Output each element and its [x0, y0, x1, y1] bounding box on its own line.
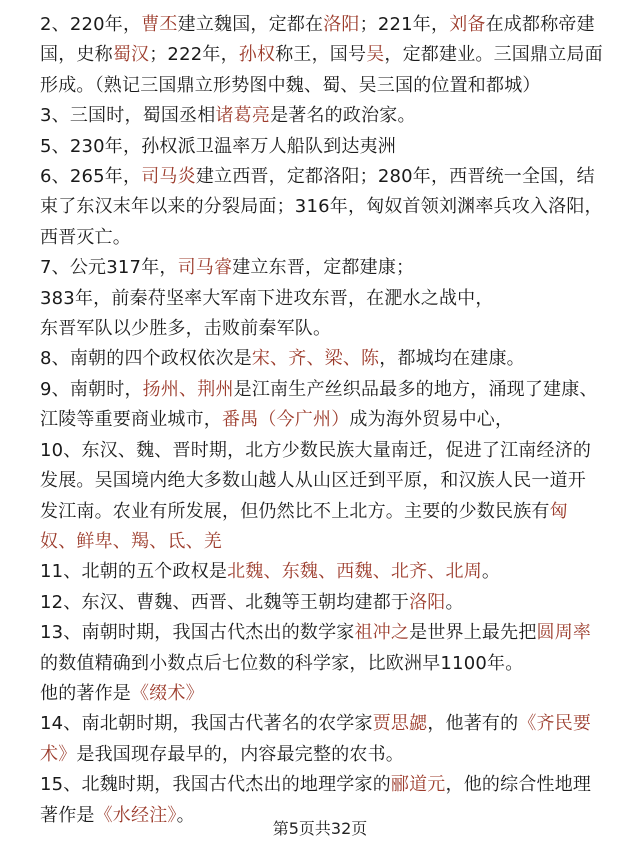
highlighted-term: 《齐民要 [518, 713, 592, 735]
text-segment: 。 [445, 591, 464, 613]
text-line [40, 192, 604, 222]
text-segment: 江陵等重要商业城市， [40, 409, 222, 431]
text-segment: ，他著有的 [427, 713, 519, 735]
text-segment: 他的著作是 [40, 682, 131, 704]
text-segment: 是江南生产丝织品最多的地方，涌现了建康、 [233, 378, 598, 400]
page-footer: 第5页共32页 [272, 819, 368, 838]
text-line [40, 162, 604, 192]
highlighted-term: 蜀汉 [112, 44, 150, 66]
text-line [40, 740, 604, 770]
highlighted-term: 《缀术》 [131, 682, 204, 704]
highlighted-term: 司马睿 [177, 257, 233, 279]
text-line [40, 709, 604, 739]
text-line [40, 466, 604, 496]
text-segment: ，都城均在建康。 [379, 348, 525, 370]
text-line [40, 405, 604, 435]
text-segment: 东晋军队以少胜多，击败前秦军队。 [40, 318, 332, 340]
highlighted-term: 祖冲之 [354, 622, 410, 644]
text-segment: 2、220年， [40, 14, 142, 35]
document-body [40, 10, 604, 831]
text-segment: 是世界上最先把 [409, 622, 537, 644]
highlighted-term: 宋、齐、梁、陈 [251, 348, 380, 370]
text-segment: 的数值精确到小数点后七位数的科学家，比欧洲早1100年。 [40, 652, 524, 674]
text-line [40, 618, 604, 648]
text-segment: 12、东汉、曹魏、西晋、北魏等王朝均建都于 [40, 591, 410, 613]
text-line [40, 223, 604, 253]
text-segment: 建立西晋，定都洛阳；280年，西晋统一全国，结 [195, 166, 595, 188]
text-line [40, 497, 604, 527]
text-segment: 15、北魏时期，我国古代杰出的地理学家的 [40, 774, 391, 796]
text-line [40, 101, 604, 131]
text-segment: ；221年， [359, 14, 450, 35]
text-segment: 11、北朝的五个政权是 [40, 561, 228, 583]
text-segment: 383年，前秦苻坚率大军南下进攻东晋，在淝水之战中， [40, 287, 494, 309]
text-line [40, 10, 604, 40]
text-line [40, 284, 604, 314]
text-line [40, 40, 604, 70]
highlighted-term: 孙权 [238, 44, 276, 66]
text-line [40, 436, 604, 466]
text-segment: 束了东汉末年以来的分裂局面；316年，匈奴首领刘渊率兵攻入洛阳， [40, 196, 603, 218]
text-line [40, 557, 604, 587]
text-segment: 建立魏国，定都在 [177, 14, 324, 35]
text-line [40, 588, 604, 618]
text-segment: 。 [176, 804, 195, 826]
text-segment: ；222年， [149, 44, 239, 66]
text-segment: 14、南北朝时期，我国古代著名的农学家 [40, 713, 373, 735]
text-segment: 著作是 [40, 804, 95, 826]
text-segment: 西晋灭亡。 [40, 226, 131, 248]
text-segment: 3、三国时，蜀国丞相 [40, 105, 216, 127]
highlighted-term: 北魏、东魏、西魏、北齐、北周 [227, 561, 482, 583]
highlighted-term: 匈 [549, 500, 568, 522]
highlighted-term: 洛阳 [323, 14, 360, 35]
highlighted-term: 诸葛亮 [215, 105, 271, 127]
text-segment: 发江南。农业有所发展，但仍然比不上北方。主要的少数民族有 [40, 500, 550, 522]
text-segment: 在成都称帝建 [485, 14, 595, 35]
text-line [40, 132, 604, 162]
text-line [40, 314, 604, 344]
text-line [40, 770, 604, 800]
highlighted-term: 吴 [366, 44, 385, 66]
text-segment: 5、230年，孙权派卫温率万人船队到达夷洲 [40, 135, 397, 157]
text-segment: 称王，国号 [275, 44, 367, 66]
text-segment: 是我国现存最早的，内容最完整的农书。 [76, 743, 405, 765]
text-segment: 7、公元317年， [40, 257, 178, 279]
text-segment: 。 [481, 561, 501, 583]
text-segment: 是著名的政治家。 [270, 105, 416, 127]
text-line [40, 71, 604, 101]
text-segment: 6、265年， [40, 166, 142, 188]
text-segment: 发展。吴国境内绝大多数山越人从山区迁到平原，和汉族人民一道开 [40, 470, 586, 492]
highlighted-term: 圆周率 [536, 622, 592, 644]
text-segment: 形成。（熟记三国鼎立形势图中魏、蜀、吴三国的位置和都城） [40, 74, 541, 96]
text-segment: ，定都建业。三国鼎立局面 [384, 44, 603, 66]
text-line [40, 679, 604, 709]
text-segment: 9、南朝时， [40, 378, 143, 400]
highlighted-term: 洛阳 [409, 591, 446, 613]
text-line [40, 527, 604, 557]
text-line [40, 649, 604, 679]
text-segment: 成为海外贸易中心， [349, 409, 514, 431]
text-segment: 8、南朝的四个政权依次是 [40, 348, 252, 370]
highlighted-term: 《水经注》 [94, 804, 177, 826]
highlighted-term: 番禺（今广州） [222, 409, 350, 431]
text-segment: 10、东汉、魏、晋时期，北方少数民族大量南迁，促进了江南经济的 [40, 439, 592, 461]
text-segment: 国，史称 [40, 44, 113, 66]
text-segment: 建立东晋，定都建康； [232, 257, 415, 279]
text-line [40, 253, 604, 283]
highlighted-term: 术》 [40, 743, 77, 765]
highlighted-term: 曹丕 [141, 14, 178, 35]
highlighted-term: 贾思勰 [372, 713, 428, 735]
text-line [40, 344, 604, 374]
highlighted-term: 刘备 [449, 14, 486, 35]
text-line [40, 375, 604, 405]
highlighted-term: 扬州、荆州 [142, 378, 234, 400]
text-segment: ，他的综合性地理 [445, 774, 592, 796]
highlighted-term: 司马炎 [141, 166, 196, 188]
text-segment: 13、南朝时期，我国古代杰出的数学家 [40, 622, 355, 644]
highlighted-term: 郦道元 [390, 774, 446, 796]
highlighted-term: 奴、鲜卑、羯、氐、羌 [40, 530, 222, 552]
